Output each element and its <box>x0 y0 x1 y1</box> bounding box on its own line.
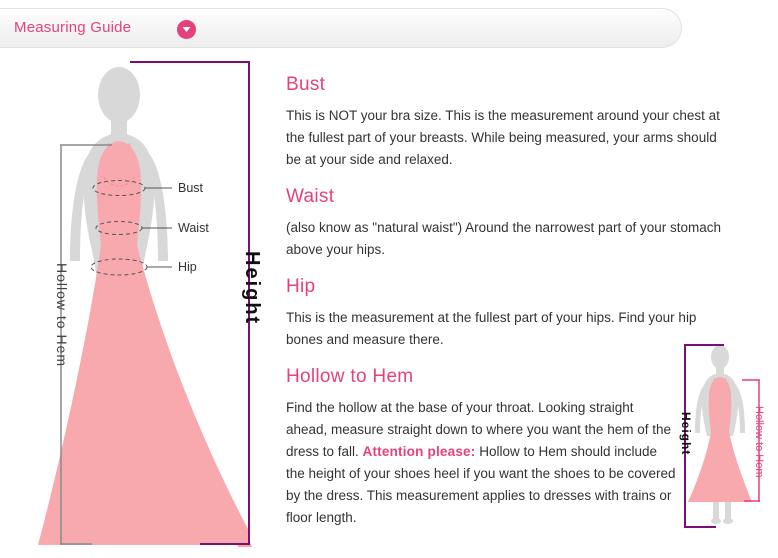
measuring-guide-header <box>0 8 682 48</box>
guide-text-column <box>286 74 730 544</box>
page-title: Measuring Guide <box>14 19 132 36</box>
hollow-to-hem-label: Hollow to Hem <box>54 263 70 368</box>
section-body-hip: This is the measurement at the fullest part of your hips. Find your hip bones and measure there. <box>286 310 697 347</box>
section-bust <box>286 74 730 171</box>
mini-dress-shape <box>688 377 752 502</box>
section-body-bust: This is NOT your bra size. This is the measurement around your chest at the fullest part of your breasts. While being measured, your arms should be at your side and relaxed. <box>286 108 720 167</box>
section-title-bust: Bust <box>286 74 326 95</box>
height-label: Height <box>241 251 263 326</box>
section-title-hip: Hip <box>286 276 316 297</box>
chevron-down-icon[interactable] <box>177 20 196 39</box>
mini-hollow-to-hem-label: Hollow to Hem <box>753 406 765 478</box>
mini-height-label: Height <box>679 412 693 456</box>
attention-label: Attention please: <box>362 444 476 459</box>
mini-measurement-illustration <box>676 340 776 540</box>
hip-label: Hip <box>178 260 197 274</box>
section-hip <box>286 276 730 351</box>
hollow-to-hem-text-part2: Hollow to Hem should include the height of your shoes heel if you want the shoes to be covered by the dress. This measurement applies to dresses with trains or floor length. <box>286 444 676 525</box>
waist-label: Waist <box>178 221 209 235</box>
section-hollow-to-hem <box>286 366 730 529</box>
bust-label: Bust <box>178 181 204 195</box>
section-body-hollow-to-hem <box>286 397 678 529</box>
hollow-to-hem-text-part1: Find the hollow at the base of your throat. Looking straight ahead, measure straight down to where you want the hem of the dress to fall. <box>286 400 671 459</box>
section-title-hollow-to-hem: Hollow to Hem <box>286 366 414 387</box>
section-waist <box>286 186 730 261</box>
section-body-waist: (also know as "natural waist") Around the narrowest part of your stomach above your hips. <box>286 220 722 257</box>
section-title-waist: Waist <box>286 186 335 207</box>
measurement-illustration <box>0 55 278 553</box>
